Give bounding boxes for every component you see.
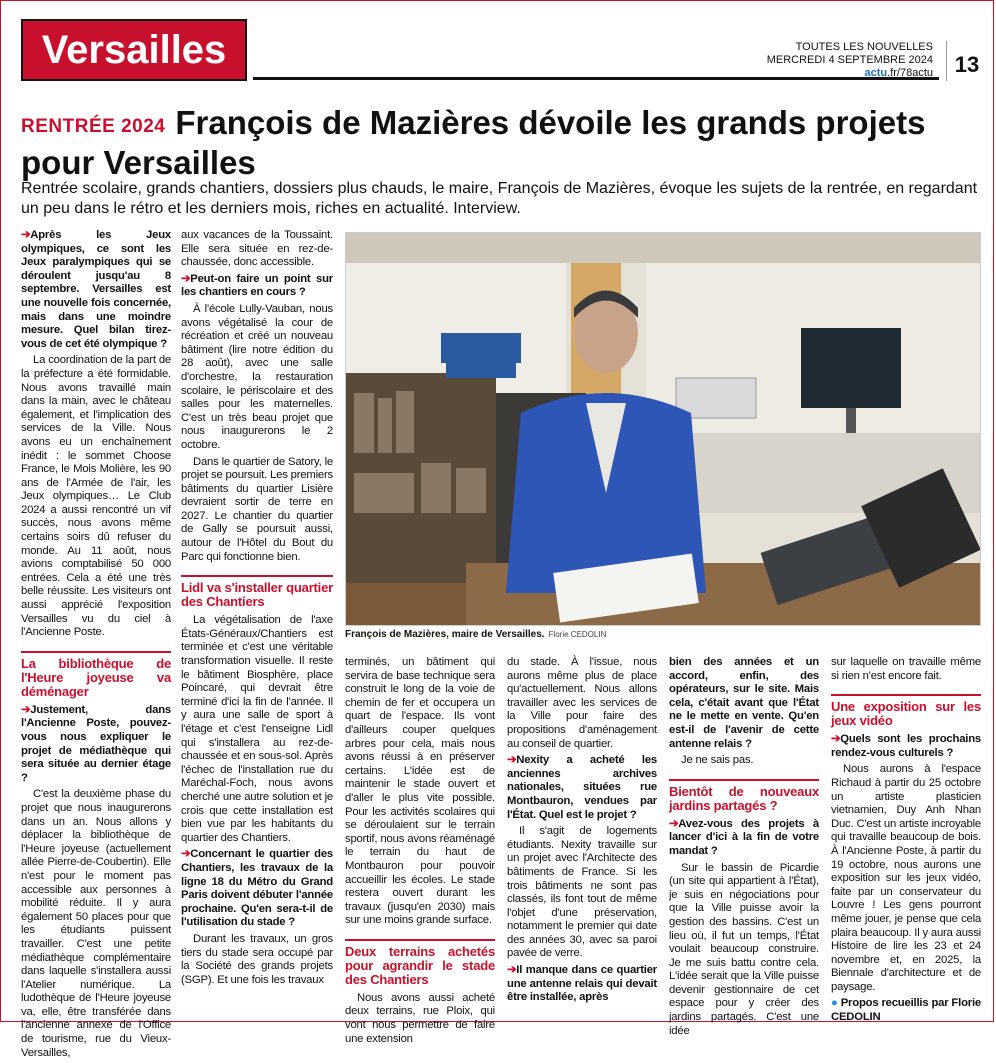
headline [21, 105, 981, 181]
article-column-6 [831, 656, 981, 1028]
answer-paragraph: sur laquelle on travaille même si rien n'est encore fait. [831, 656, 981, 682]
photo-credit: Florie CEDOLIN [548, 630, 607, 639]
subheading: Une exposition sur les jeux vidéo [831, 694, 981, 728]
subheading: La bibliothèque de l'Heure joyeuse va déménager [21, 651, 171, 699]
answer-paragraph: terminés, un bâtiment qui servira de base technique sera construit le long de la voie de chemin de fer et occupera un quart de l'espace. Ils vont d'ailleurs couper quelques arbres pour cela, mais nous avons réussi à en préserver certains. L'idée est de maintenir le stade ouvert et d'aller le plus vite possible. Pour les activités scolaires qui se déroulaient sur le terrain sportif, nous avons réaménagé le terrain du haut de Montbauron pour pouvoir accueillir les écoles. Le stade restera ouvert durant les travaux (jusqu'en 2030) mais sur une moins grande surface. [345, 656, 495, 927]
photo-caption: François de Mazières, maire de Versailles. Florie CEDOLIN [345, 629, 607, 640]
question: ➔Il manque dans ce quartier une antenne relais qui devait être installée, après [507, 964, 657, 1004]
answer-paragraph: Nous avons aussi acheté deux terrains, rue Ploix, qui vont nous permettre de faire une extension [345, 991, 495, 1045]
subheading: Deux terrains achetés pour agrandir le stade des Chantiers [345, 939, 495, 987]
edition-website[interactable]: actu.fr/78actu [864, 67, 933, 79]
office-illustration [346, 233, 980, 625]
answer-paragraph: La végétalisation de l'axe États-Généraux/Chantiers est terminée et c'est une véritable transformation visuelle. Il reste le bâtiment Biosphère, place Poincaré, qui devrait être terminé d'ici la fin de l'année. Il y aura une salle de sport à l'étage et c'est l'enseigne Lidl qui s'installera au rez-de-chaussée et en sous-sol. Après l'échec de l'installation rue du Maréchal-Foch, nous avons cherché une autre solution et je crois que cette installation est bien vue par les habitants du quartier des Chantiers. [181, 614, 333, 844]
question: ➔Peut-on faire un point sur les chantiers en cours ? [181, 272, 333, 299]
article-column-5 [669, 656, 819, 1041]
headline-kicker: RENTRÉE 2024 [21, 116, 166, 137]
answer-paragraph: Il s'agit de logements étudiants. Nexity travaille sur un projet avec l'Architecte des bâtiments de France. Si les trois bâtiments ne sont pas classés, ils font tout de même l'objet d'une préservation, notamment le premier qui date des années 30, avec sa paroi pavée de verre. [507, 825, 657, 960]
headline-title: François de Mazières dévoile les grands projets pour Versailles [21, 104, 926, 181]
brand-logo: Versailles [21, 19, 247, 81]
answer-paragraph: du stade. À l'issue, nous aurons même plus de place qu'actuellement. Nous allons travailler avec les services de la Ville pour faire des propositions d'aménagement au conseil de quartier. [507, 656, 657, 750]
article-column-3 [345, 656, 495, 1049]
answer-paragraph: Durant les travaux, un gros tiers du stade sera occupé par la Société des grands projets (SGP). Et une fois les travaux [181, 932, 333, 986]
edition-name: TOUTES LES NOUVELLES [795, 41, 933, 53]
answer-paragraph: C'est la deuxième phase du projet que nous inaugurerons dans un an. Nous allons y déplacer la bibliothèque de l'Heure joyeuse (actuellement allée Pierre-de-Coubertin). Elle n'est pour le moment pas accessible aux personnes à mobilité réduite. Il y aura également 50 places pour que les étudiants puissent travailler. C'est une petite médiathèque complémentaire dans laquelle s'installera aussi l'Atelier numérique. La ludothèque de l'Heure joyeuse va, elle, être transférée dans l'ancienne annexe de l'Office de tourisme, rue du Vieux-Versailles, [21, 788, 171, 1059]
standfirst: Rentrée scolaire, grands chantiers, dossiers plus chauds, le maire, François de Mazières, évoque les sujets de la rentrée, en regardant un peu dans le rétro et les derniers mois, riches en actualité. Interview. [21, 180, 978, 217]
question: bien des années et un accord, enfin, des opérateurs, sur le site. Mais cela, c'était avant que l'État ne le mette en vente. Qu'en est-il de l'avenir de cette antenne relais ? [669, 656, 819, 750]
article-column-4 [507, 656, 657, 1008]
question: ➔Avez-vous des projets à lancer d'ici à la fin de votre mandat ? [669, 817, 819, 857]
mayor-photo [345, 232, 981, 626]
article-column-1 [21, 229, 171, 1063]
page-number: 13 [946, 41, 987, 81]
answer-paragraph: Nous aurons à l'espace Richaud à partir du 25 octobre un artiste plasticien vietnamien, Duy Anh Nhan Duc. C'est un artiste incroyable qui travaille beaucoup de bois. À l'Ancienne Poste, à partir du 19 octobre, nous aurons une exposition sur les jeux vidéo, faite par un conservateur du Louvre ! Les gens pourront même jouer, je pense que cela plaira beaucoup. Il y aura aussi Histoire de lire les 23 et 24 novembre et, en 2025, la Biennale d'architecture et de paysage. [831, 763, 981, 993]
article-column-2 [181, 229, 333, 990]
answer-paragraph: Sur le bassin de Picardie (un site qui appartient à l'État), je suis en négociations pour que la Ville puisse avoir la gestion des bassins. C'est un lieu où, il fut un temps, l'État voulait beaucoup construire. Je me suis battu contre cela. L'idée serait que la Ville puisse devenir gestionnaire de cet espace pour y créer des jardins partagés. C'est une idée [669, 861, 819, 1037]
question: ➔Nexity a acheté les anciennes archives nationales, situées rue Montbauron, vendues par l'État. Quel est le projet ? [507, 754, 657, 821]
answer-paragraph: À l'école Lully-Vauban, nous avons végétalisé la cour de récréation et créé un nouveau bâtiment (lire notre édition du 28 août), avec une salle d'orchestre, la restauration scolaire, le périscolaire et des salles pour les maternelles. C'est un très beau projet que nous inaugurerons le 2 octobre. [181, 302, 333, 451]
edition-header [767, 41, 933, 80]
question: ➔Quels sont les prochains rendez-vous culturels ? [831, 733, 981, 759]
question: ➔Après les Jeux olympiques, ce sont les Jeux paralympiques qui se déroulent jusqu'au 8 septembre. Versailles est une nouvelle fois concernée, mais dans une moindre mesure. Quel bilan tirez-vous de cet été olympique ? [21, 229, 171, 350]
answer-paragraph: Dans le quartier de Satory, le projet se poursuit. Les premiers bâtiments du quartier Lisière devraient sortir de terre en 2027. Le chantier du quartier de Gally se poursuit aussi, autour de l'Hôtel du Bout du Parc qui fonctionne bien. [181, 455, 333, 563]
question: ➔Justement, dans l'Ancienne Poste, pouvez-vous nous expliquer le projet de médiathèque qui sera située au dernier étage ? [21, 703, 171, 784]
edition-date: MERCREDI 4 SEPTEMBRE 2024 [766, 54, 933, 66]
question: ➔Concernant le quartier des Chantiers, les travaux de la ligne 18 du Métro du Grand Paris doivent débuter l'année prochaine. Qu'en sera-t-il de l'utilisation du stade ? [181, 848, 333, 929]
subheading: Lidl va s'installer quartier des Chantiers [181, 575, 333, 609]
answer-paragraph: aux vacances de la Toussaint. Elle sera située en rez-de-chaussée, donc accessible. [181, 229, 333, 269]
subheading: Bientôt de nouveaux jardins partagés ? [669, 779, 819, 813]
answer-paragraph: La coordination de la part de la préfecture a été formidable. Nous avons travaillé main dans la main, avec le château également, et l'implication des services de la Ville. Nous avons eu un enchaînement inédit : le sommet Choose France, le Mois Molière, les 90 ans de l'Armée de l'air, les Jeux olympiques… Le Club 2024 a aussi rencontré un vif succès, nous avons même certains soirs dû refuser du monde. Au 11 août, nous avions comptabilisé 50 000 entrées. Cela a été une très belle réussite. Les visiteurs ont aussi apprécié l'exposition Versailles vu du ciel à l'Ancienne Poste. [21, 354, 171, 639]
answer-paragraph: Je ne sais pas. [681, 754, 754, 767]
byline: ● Propos recueillis par Florie CEDOLIN [831, 997, 981, 1024]
